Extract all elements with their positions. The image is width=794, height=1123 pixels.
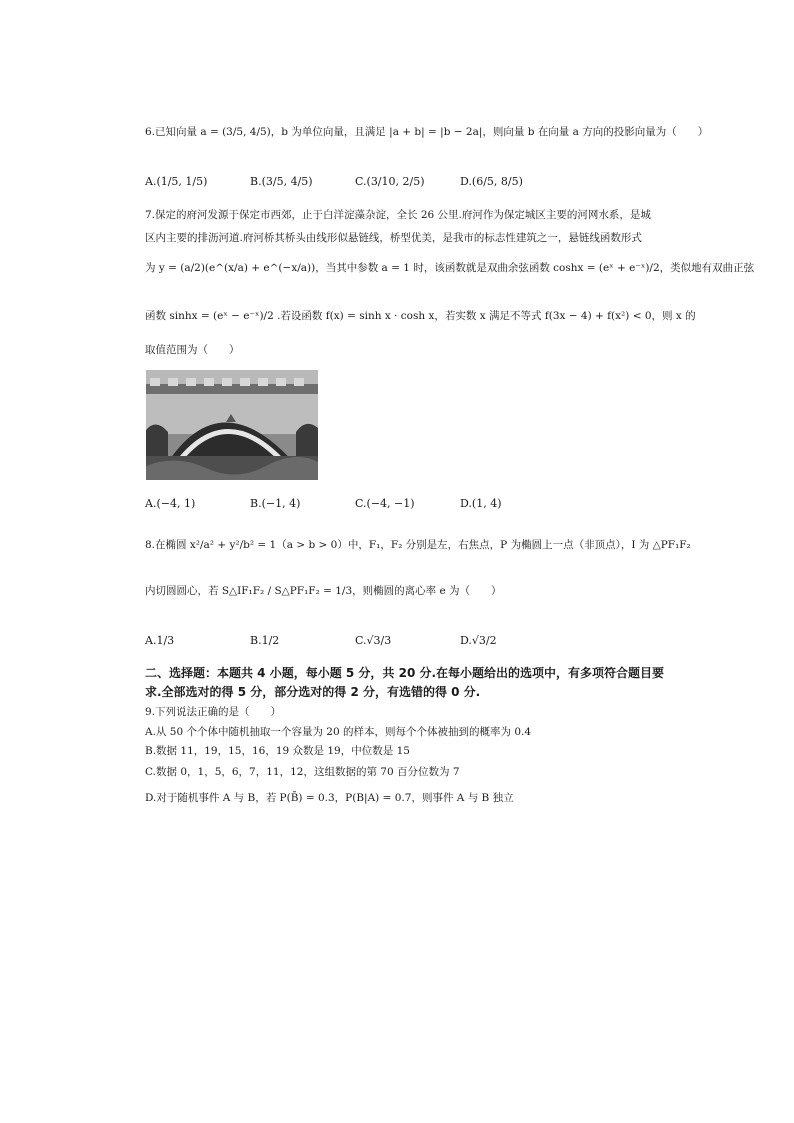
section-2-line-1: 二、选择题：本题共 4 小题，每小题 5 分，共 20 分.在每小题给出的选项中，有多项符合题目要 [145,666,665,680]
q7-choice-a: A.(−4, 1) [145,497,196,510]
bridge-photo [146,370,318,480]
section-2-heading [145,664,665,701]
q7-line-5: 取值范围为（ ） [145,344,240,356]
q8-choice-d: D.√3/2 [460,634,497,647]
q7-line-2: 区内主要的排沥河道.府河桥其桥头由线形似悬链线，桥型优美，是我市的标志性建筑之一，悬链线函数形式 [145,232,642,244]
q6-stem: 6.已知向量 a = (3/5, 4/5)，b 为单位向量，且满足 |a + b| = |b − 2a|，则向量 b 在向量 a 方向的投影向量为（ ） [145,126,709,138]
q7-line-1: 7.保定的府河发源于保定市西郊，止于白洋淀藻杂淀，全长 26 公里.府河作为保定城区主要的河网水系，是城 [145,209,651,221]
q7-line-3: 为 y = (a/2)(e^(x/a) + e^(−x/a))，当其中参数 a = 1 时，该函数就是双曲余弦函数 coshx = (eˣ + e⁻ˣ)/2，类似地有双曲正弦 [145,262,755,274]
q6-choice-a: A.(1/5, 1/5) [145,175,208,188]
q9-option-b: B.数据 11，19，15，16，19 众数是 19，中位数是 15 [145,745,410,757]
q7-choices [145,497,665,510]
q6-choice-c: C.(3/10, 2/5) [355,175,425,188]
q8-choice-c: C.√3/3 [355,634,392,647]
q8-choice-b: B.1/2 [250,634,280,647]
section-2-line-2: 求.全部选对的得 5 分，部分选对的得 2 分，有选错的得 0 分. [145,684,481,699]
q8-line-1: 8.在椭圆 x²/a² + y²/b² = 1（a > b > 0）中，F₁，F₂ 分别是左，右焦点，P 为椭圆上一点（非顶点），I 为 △PF₁F₂ [145,539,691,551]
q9-option-a: A.从 50 个个体中随机抽取一个容量为 20 的样本，则每个个体被抽到的概率为 0.4 [145,726,532,738]
q8-choices [145,634,665,647]
q6-choice-b: B.(3/5, 4/5) [250,175,313,188]
q7-line-4: 函数 sinhx = (eˣ − e⁻ˣ)/2 .若设函数 f(x) = sinh x · cosh x，若实数 x 满足不等式 f(3x − 4) + f(x²) < 0，则 x 的 [145,310,696,322]
q9-option-c: C.数据 0，1，5，6，7，11，12，这组数据的第 70 百分位数为 7 [145,766,460,778]
q8-choice-a: A.1/3 [145,634,175,647]
q7-choice-b: B.(−1, 4) [250,497,301,510]
q7-choice-c: C.(−4, −1) [355,497,415,510]
q9-option-d: D.对于随机事件 A 与 B，若 P(B̄) = 0.3，P(B|A) = 0.7，则事件 A 与 B 独立 [145,792,514,804]
q9-stem: 9.下列说法正确的是（ ） [145,706,282,718]
q7-choice-d: D.(1, 4) [460,497,502,510]
q8-line-2: 内切圆圆心，若 S△IF₁F₂ / S△PF₁F₂ = 1/3，则椭圆的离心率 e 为（ ） [145,585,502,597]
q6-choice-d: D.(6/5, 8/5) [460,175,523,188]
q6-choices [145,175,665,188]
